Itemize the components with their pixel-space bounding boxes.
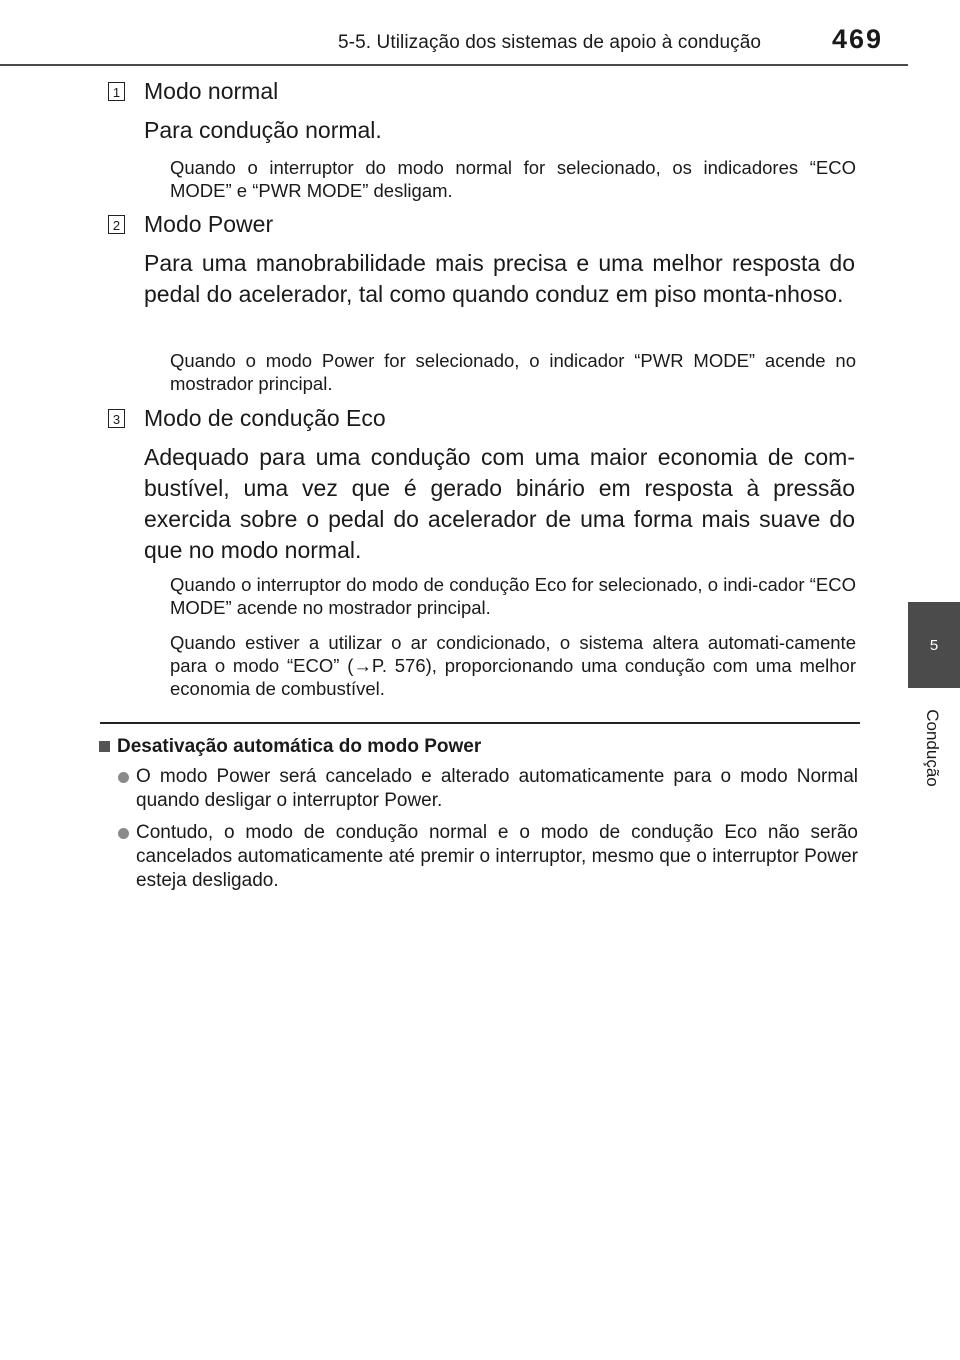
page-number: 469 — [832, 24, 884, 54]
item-description: Adequado para uma condução com uma maior economia de com-bustível, uma vez que é gerado binário em resposta à pressão exercida sobre o pedal do acelerador de uma forma mais suave do que no modo normal. — [144, 444, 855, 563]
item-description: Para uma manobrabilidade mais precisa e uma melhor resposta do pedal do acelerador, tal como quando conduz em piso monta-nhoso. — [144, 250, 855, 307]
item-number-badge: 1 — [108, 82, 125, 101]
section-title: Desativação automática do modo Power — [117, 736, 482, 757]
item-title: Modo de condução Eco — [144, 405, 386, 431]
item-title: Modo normal — [144, 78, 279, 104]
chapter-number: 5 — [929, 636, 939, 654]
chapter-label: Condução — [923, 709, 942, 787]
item-number-badge: 3 — [108, 409, 125, 428]
item-number-badge: 2 — [108, 215, 125, 234]
item-description: Para condução normal. — [144, 117, 382, 143]
section-marker-icon — [99, 741, 110, 752]
item-note: Quando o interruptor do modo normal for selecionado, os indicadores “ECO MODE” e “PWR MODE” desligam. — [170, 157, 856, 201]
bullet-text: Contudo, o modo de condução normal e o modo de condução Eco não serão cancelados automaticamente até premir o interruptor, mesmo que o interruptor Power esteja desligado. — [136, 822, 858, 891]
bullet-icon — [118, 772, 129, 783]
chapter-tab — [908, 602, 960, 688]
header-divider — [0, 64, 908, 66]
item-note: Quando o interruptor do modo de condução Eco for selecionado, o indi-cador “ECO MODE” acende no mostrador principal. — [170, 574, 856, 618]
item-note: Quando o modo Power for selecionado, o indicador “PWR MODE” acende no mostrador principal. — [170, 350, 856, 394]
item-note: Quando estiver a utilizar o ar condicionado, o sistema altera automati-camente para o modo “ECO” (→P. 576), proporcionando uma condução com uma melhor economia de combustível. — [170, 632, 856, 699]
bullet-icon — [118, 828, 129, 839]
bullet-text: O modo Power será cancelado e alterado automaticamente para o modo Normal quando desligar o interruptor Power. — [136, 766, 858, 811]
section-divider — [100, 722, 860, 724]
item-title: Modo Power — [144, 211, 274, 237]
header-section-title: 5-5. Utilização dos sistemas de apoio à condução — [338, 32, 762, 53]
chapter-label-container — [912, 700, 952, 796]
